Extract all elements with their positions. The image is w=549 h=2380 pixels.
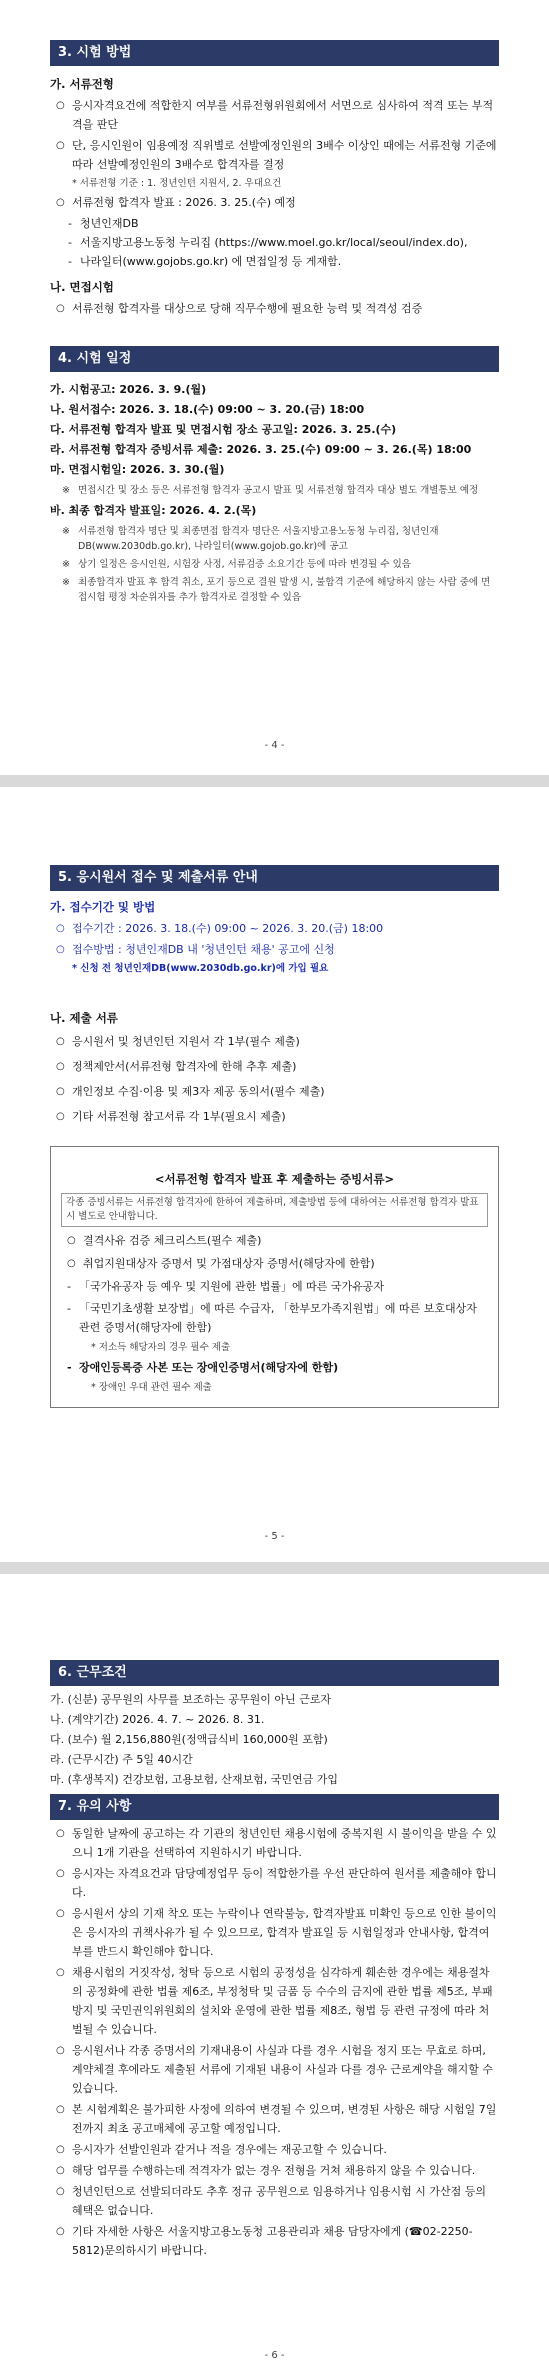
signup-note: * 신청 전 청년인재DB(www.2030db.go.kr)에 가입 필요 <box>72 963 329 974</box>
schedule-line: 마. 면접시험일: 2026. 3. 30.(월) <box>50 463 225 476</box>
document-page-6 <box>0 1574 549 2380</box>
sub-note: * 저소득 해당자의 경우 필수 제출 <box>91 1342 231 1353</box>
condition-line: 나. (계약기간) 2026. 4. 7. ~ 2026. 8. 31. <box>50 1713 265 1726</box>
caution-item: ○ 응시자는 자격요건과 담당예정업무 등이 적합한가를 우선 판단하여 원서를 제출해야 합니다. <box>56 1867 497 1899</box>
evidence-documents-box <box>50 1146 499 1408</box>
box-title: <서류전형 합격자 발표 후 제출하는 증빙서류> <box>154 1172 395 1186</box>
schedule-line: 나. 원서접수: 2026. 3. 18.(수) 09:00 ~ 3. 20.(금) 18:00 <box>50 403 365 416</box>
caution-item: ○ 청년인턴으로 선발되더라도 추후 정규 공무원으로 임용하거나 임용시험 시 가산점 등의 혜택은 없습니다. <box>56 2185 487 2217</box>
screening-criteria-note: * 서류전형 기준 : 1. 정년인턴 지원서, 2. 우대요건 <box>72 178 282 189</box>
list-item: ○ 개인정보 수집·이용 및 제3자 제공 동의서(필수 제출) <box>56 1085 325 1098</box>
list-item: ○ 응시자격요건에 적합한지 여부를 서류전형위원회에서 서면으로 심사하여 적격 또는 부적격을 판단 <box>56 99 494 131</box>
page-number: - 5 - <box>264 1531 285 1542</box>
section-3-title: 3. 시험 방법 <box>50 40 499 66</box>
caution-item: ○ 응시원서나 각종 증명서의 기재내용이 사실과 다를 경우 시험을 정지 또는 무효로 하며, 계약체결 후에라도 제출된 서류에 기재된 내용이 사실과 다를 경우 근로계약을 해지할 수 있습니다. <box>56 2044 493 2095</box>
page-number: - 4 - <box>264 740 285 751</box>
caution-item: ○ 동일한 날짜에 공고하는 각 기관의 청년인턴 채용시험에 중복지원 시 불이익을 받을 수 있으니 1개 기관을 선택하여 지원하시기 바랍니다. <box>56 1827 497 1859</box>
section-5-title: 5. 응시원서 접수 및 제출서류 안내 <box>50 865 499 891</box>
page-number: - 6 - <box>264 2350 285 2361</box>
caution-item: ○ 본 시험계획은 불가피한 사정에 의하여 변경될 수 있으며, 변경된 사항은 해당 시험일 7일 전까지 최초 공고매체에 공고할 예정입니다. <box>56 2103 497 2135</box>
list-item: ○ 기타 서류전형 참고서류 각 1부(필요시 제출) <box>56 1110 286 1123</box>
list-item: ○ 서류전형 합격자를 대상으로 당해 직무수행에 필요한 능력 및 적격성 검증 <box>56 302 423 315</box>
condition-line: 마. (후생복지) 건강보험, 고용보험, 산재보험, 국민연금 가입 <box>50 1773 338 1786</box>
condition-line: 다. (보수) 월 2,156,880원(정액급식비 160,000원 포함) <box>50 1733 328 1746</box>
schedule-line: 가. 시험공고: 2026. 3. 9.(월) <box>50 383 207 396</box>
list-sub-item: - 장애인등록증 사본 또는 장애인증명서(해당자에 한함) <box>61 1358 488 1377</box>
announce-channel: - 나라일터(www.gojobs.go.kr) 에 면접일정 등 게재함. <box>50 252 499 271</box>
list-item: ○ 정책제안서(서류전형 합격자에 한해 추후 제출) <box>56 1060 297 1073</box>
subsection-document-screening: 가. 서류전형 <box>50 77 114 91</box>
schedule-line: 라. 서류전형 합격자 증빙서류 제출: 2026. 3. 25.(수) 09:00 ~ 3. 26.(목) 18:00 <box>50 443 472 456</box>
list-item: ○ 단, 응시인원이 임용예정 직위별로 선발예정인원의 3배수 이상인 때에는 서류전형 기준에 따라 선발예정인원의 3배수로 합격자를 결정 <box>56 139 497 171</box>
document-page-4 <box>0 0 549 775</box>
section-7-title: 7. 유의 사항 <box>50 1794 499 1820</box>
caution-item: ○ 해당 업무를 수행하는데 적격자가 없는 경우 전형을 거쳐 채용하지 않을 수 있습니다. <box>56 2164 476 2177</box>
section-4-title: 4. 시험 일정 <box>50 346 499 372</box>
list-item: ○ 결격사유 검증 체크리스트(필수 제출) <box>67 1234 262 1247</box>
list-sub-item: - 「국가유공자 등 예우 및 지원에 관한 법률」에 따른 국가유공자 <box>61 1277 488 1296</box>
reference-note: ※ 상기 일정은 응시인원, 시험장 사정, 서류검증 소요기간 등에 따라 변경될 수 있음 <box>62 559 411 570</box>
sub-note: * 장애인 우대 관련 필수 제출 <box>91 1382 212 1393</box>
reference-note: ※ 면접시간 및 장소 등은 서류전형 합격자 공고시 발표 및 서류전형 합격자 대상 별도 개별통보 예정 <box>62 485 479 496</box>
schedule-line: 바. 최종 합격자 발표일: 2026. 4. 2.(목) <box>50 504 257 517</box>
document-page-5 <box>0 787 549 1562</box>
subsection-documents: 나. 제출 서류 <box>50 1011 118 1025</box>
announce-channel: - 청년인재DB <box>50 214 499 233</box>
reference-note: ※ 서류전형 합격자 명단 및 최종면접 합격자 명단은 서울지방고용노동청 누리집, 청년인재DB(www.2030db.go.kr), 나라일터(www.gojob.go.kr)에 공고 <box>62 526 439 552</box>
caution-item: ○ 채용시험의 거짓작성, 청탁 등으로 시험의 공정성을 심각하게 훼손한 경우에는 채용절차의 공정화에 관한 법률 제6조, 부정청탁 및 금품 등 수수의 금지에 관한 법률 제5조, 부패방지 및 국민권익위원회의 설치와 운영에 관한 법률 제8조, 형법 등 관련 규정에 따라 처벌될 수 있습니다. <box>56 1966 493 2036</box>
caution-item: ○ 응시원서 상의 기재 착오 또는 누락이나 연락불능, 합격자발표 미확인 등으로 인한 불이익은 응시자의 귀책사유가 될 수 있으므로, 합격자 발표일 등 시험일정과 안내사항, 합격여부를 반드시 확인해야 합니다. <box>56 1907 497 1958</box>
condition-line: 가. (신분) 공무원의 사무를 보조하는 공무원이 아닌 근로자 <box>50 1693 331 1706</box>
list-item: ○ 접수방법 : 청년인재DB 내 '청년인턴 채용' 공고에 신청 <box>56 943 335 956</box>
caution-item: ○ 응시자가 선발인원과 같거나 적을 경우에는 재공고할 수 있습니다. <box>56 2143 387 2156</box>
list-item: ○ 서류전형 합격자 발표 : 2026. 3. 25.(수) 예정 <box>56 196 296 209</box>
announce-channel: - 서울지방고용노동청 누리집 (https://www.moel.go.kr/local/seoul/index.do), <box>50 233 499 252</box>
subsection-application-period: 가. 접수기간 및 방법 <box>50 900 156 914</box>
list-item: ○ 응시원서 및 청년인턴 지원서 각 1부(필수 제출) <box>56 1035 300 1048</box>
subsection-interview: 나. 면접시험 <box>50 280 114 294</box>
box-notice: 각종 증빙서류는 서류전형 합격자에 한하여 제출하며, 제출방법 등에 대하여는 서류전형 합격자 발표 시 별도로 안내합니다. <box>61 1193 488 1227</box>
condition-line: 라. (근무시간) 주 5일 40시간 <box>50 1753 193 1766</box>
reference-note: ※ 최종합격자 발표 후 합격 취소, 포기 등으로 결원 발생 시, 불합격 기준에 해당하지 않는 사람 중에 면접시험 평정 차순위자를 추가 합격자로 결정할 수 있음 <box>62 577 491 603</box>
schedule-line: 다. 서류전형 합격자 발표 및 면접시험 장소 공고일: 2026. 3. 25.(수) <box>50 423 397 436</box>
section-6-title: 6. 근무조건 <box>50 1660 499 1686</box>
list-sub-item: - 「국민기초생활 보장법」에 따른 수급자, 「한부모가족지원법」에 따른 보호대상자 관련 증명서(해당자에 한함) <box>61 1299 488 1337</box>
list-item: ○ 접수기간 : 2026. 3. 18.(수) 09:00 ~ 2026. 3. 20.(금) 18:00 <box>56 922 384 935</box>
caution-item: ○ 기타 자세한 사항은 서울지방고용노동청 고용관리과 채용 담당자에게 (☎02-2250-5812)문의하시기 바랍니다. <box>56 2225 473 2257</box>
list-item: ○ 취업지원대상자 증명서 및 가점대상자 증명서(해당자에 한함) <box>67 1257 375 1270</box>
